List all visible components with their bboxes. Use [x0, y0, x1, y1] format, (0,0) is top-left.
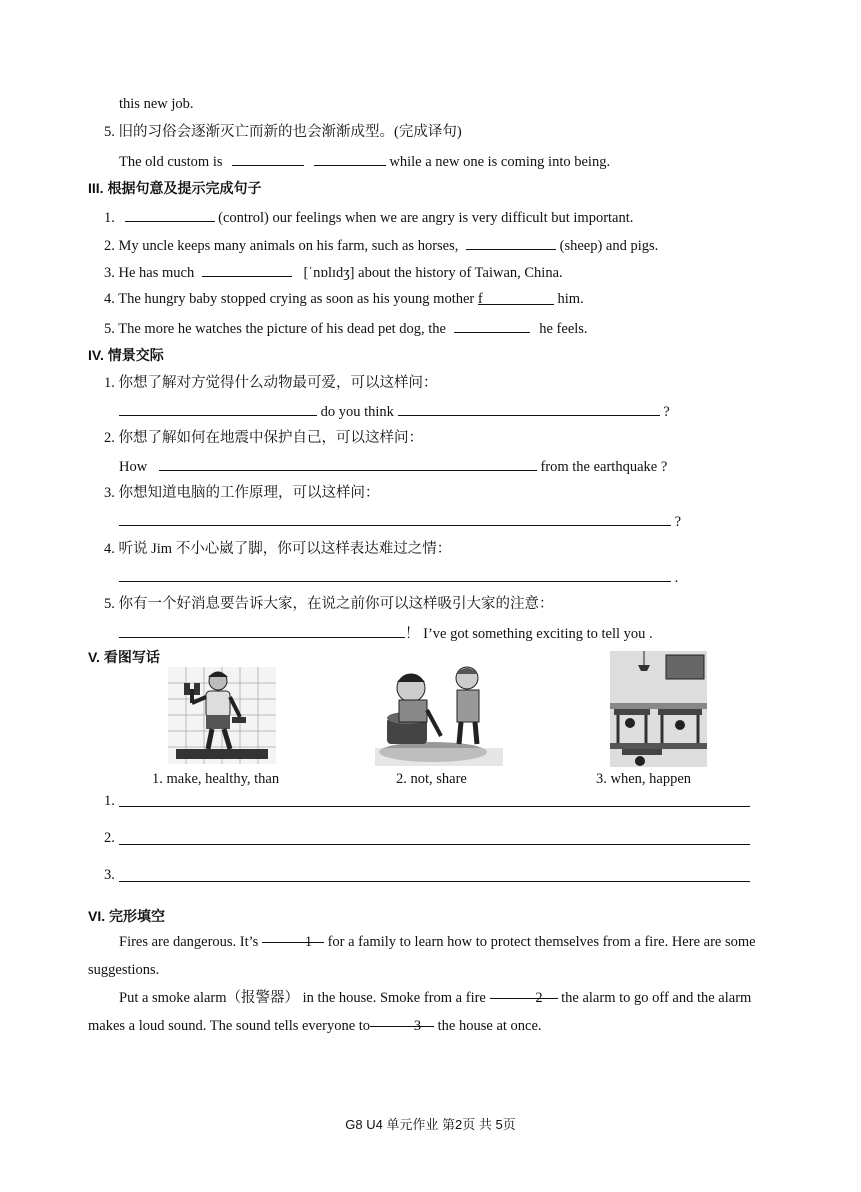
answer-blank[interactable]: [466, 235, 556, 250]
s5-answer-num-2: 2.: [104, 830, 115, 846]
answer-line[interactable]: [119, 805, 750, 807]
s5-answer-num-1: 1.: [104, 793, 115, 809]
s4-answer-5: ！ I’ve got something exciting to tell you .: [119, 623, 653, 643]
s3-item-4: 4. The hungry baby stopped crying as soon as his young mother f him.: [104, 291, 584, 307]
s4-prompt-2: 2. 你想了解如何在地震中保护自己，可以这样问：: [104, 430, 423, 446]
answer-blank[interactable]: [202, 262, 292, 277]
s4-prompt-5: 5. 你有一个好消息要告诉大家，在说之前你可以这样吸引大家的注意：: [104, 596, 554, 612]
ii5-after: while a new one is coming into being.: [389, 154, 611, 170]
continuation-text: this new job.: [119, 96, 194, 112]
s3-item-3: 3. He has much [ˈnɒlɪdʒ] about the history of Taiwan, China.: [104, 262, 563, 282]
answer-blank[interactable]: [125, 207, 215, 222]
answer-line[interactable]: [119, 843, 750, 845]
s4-answer-2: How from the earthquake ?: [119, 456, 667, 476]
answer-blank[interactable]: [314, 151, 386, 166]
answer-blank[interactable]: [119, 511, 671, 526]
section-title-4: IV. 情景交际: [88, 347, 164, 363]
answer-blank[interactable]: [454, 318, 530, 333]
s4-prompt-3: 3. 你想知道电脑的工作原理，可以这样问：: [104, 485, 380, 501]
cloze-paragraph-2: Put a smoke alarm（报警器） in the house. Smoke from a fire 2 the alarm to go off and the alarm makes a loud sound. The sound tells everyone to 3 the house at once.: [88, 984, 778, 1040]
picture-caption-1: 1. make, healthy, than: [152, 771, 280, 787]
s3-item-1: 1. (control) our feelings when we are angry is very difficult but important.: [104, 207, 633, 227]
sharing-picture: [375, 660, 503, 766]
section-title-3: III. 根据句意及提示完成句子: [88, 180, 262, 196]
ii5-before: The old custom is: [119, 154, 223, 170]
cloze-blank-2[interactable]: 2: [490, 984, 558, 999]
cloze-paragraph-1: Fires are dangerous. It’s 1 for a family to learn how to protect themselves from a fire. Here are some suggestions.: [88, 928, 778, 984]
s4-answer-3: ?: [119, 511, 681, 531]
ii5-prompt: 5. 旧的习俗会逐渐灭亡而新的也会渐渐成型。(完成译句): [104, 124, 462, 140]
answer-blank[interactable]: [232, 151, 304, 166]
hint-letter: f: [477, 291, 483, 307]
answer-blank[interactable]: [119, 401, 317, 416]
answer-blank[interactable]: [159, 456, 537, 471]
picture-caption-3: 3. when, happen: [596, 771, 692, 787]
answer-blank[interactable]: [119, 623, 405, 638]
answer-line[interactable]: [119, 880, 750, 882]
cloze-blank-1[interactable]: 1: [262, 928, 324, 943]
earthquake-picture: [610, 651, 707, 767]
answer-blank[interactable]: [478, 290, 554, 305]
s3-item-2: 2. My uncle keeps many animals on his farm, such as horses, (sheep) and pigs.: [104, 235, 658, 255]
ii5-answer-line: [119, 151, 610, 171]
answer-blank[interactable]: [119, 567, 671, 582]
page-footer: G8 U4 单元作业 第2页 共 5页: [345, 1117, 516, 1132]
weightlifter-picture: [168, 667, 276, 764]
section-title-6: VI. 完形填空: [88, 908, 166, 924]
answer-blank[interactable]: [398, 401, 660, 416]
s5-answer-num-3: 3.: [104, 867, 115, 883]
picture-caption-2: 2. not, share: [396, 771, 467, 787]
section-title-5: V. 看图写话: [88, 649, 160, 665]
s4-answer-1: do you think ?: [119, 401, 670, 421]
s4-prompt-1: 1. 你想了解对方觉得什么动物最可爱，可以这样问：: [104, 375, 438, 391]
s3-item-5: 5. The more he watches the picture of his dead pet dog, the he feels.: [104, 318, 588, 338]
cloze-blank-3[interactable]: 3: [370, 1012, 434, 1027]
s4-answer-4: .: [119, 567, 678, 587]
s4-prompt-4: 4. 听说 Jim 不小心崴了脚，你可以这样表达难过之情：: [104, 541, 452, 557]
